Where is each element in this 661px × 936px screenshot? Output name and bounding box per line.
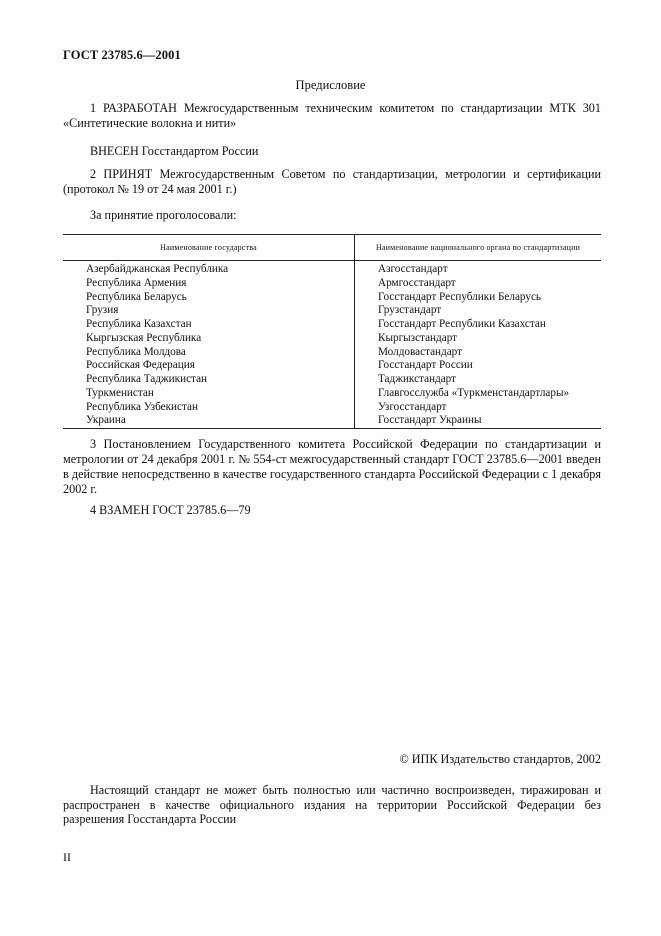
state-name-cell: Грузия bbox=[63, 304, 355, 318]
table-row bbox=[63, 261, 601, 277]
standards-body-cell: Главгосслужба «Туркменстандартлары» bbox=[378, 386, 570, 399]
page-number: II bbox=[63, 850, 71, 864]
table-row bbox=[63, 414, 601, 428]
standards-body-cell: Таджикстандарт bbox=[378, 373, 457, 385]
table-row bbox=[63, 304, 601, 318]
table-body bbox=[63, 261, 601, 429]
section-title: Предисловие bbox=[295, 78, 366, 92]
standards-body-cell: Госстандарт Республики Казахстан bbox=[378, 318, 546, 330]
state-name-cell: Туркменистан bbox=[63, 387, 355, 401]
state-name-cell: Украина bbox=[63, 414, 355, 428]
state-name-cell: Азербайджанская Республика bbox=[63, 261, 355, 277]
table-row bbox=[63, 332, 601, 346]
paragraph-replaces: 4 ВЗАМЕН ГОСТ 23785.6—79 bbox=[90, 503, 251, 517]
state-name-cell: Республика Узбекистан bbox=[63, 401, 355, 415]
state-name-cell: Республика Таджикистан bbox=[63, 373, 355, 387]
paragraph-adopted-by: 2 ПРИНЯТ Межгосударственным Советом по стандартизации, метрологии и сертификации (протокол № 19 от 24 мая 2001 г.) bbox=[63, 167, 601, 196]
table-row bbox=[63, 373, 601, 387]
standards-body-cell: Грузстандарт bbox=[378, 304, 442, 317]
standards-body-cell: Армгосстандарт bbox=[378, 276, 456, 289]
standards-body-cell: Госстандарт России bbox=[378, 359, 473, 372]
voting-states-table bbox=[63, 234, 601, 429]
state-name-cell: Республика Беларусь bbox=[63, 291, 355, 305]
paragraph-resolution: 3 Постановлением Государственного комитета Российской Федерации по стандартизации и метрологии от 24 декабря 2001 г. № 554-ст межгосударственный стандарт ГОСТ 23785.6—2001 введен в действие непосредственно в качестве государственного стандарта Российской Федерации с 1 декабря 2002 г. bbox=[63, 437, 601, 496]
standards-body-cell: Госстандарт Украины bbox=[355, 414, 602, 428]
table-row bbox=[63, 359, 601, 373]
column-header-state: Наименование государства bbox=[63, 235, 355, 261]
table-row bbox=[63, 318, 601, 332]
state-name-cell: Республика Молдова bbox=[63, 346, 355, 360]
table-row bbox=[63, 387, 601, 401]
standards-body-cell: Госстандарт Республики Беларусь bbox=[378, 290, 542, 303]
state-name-cell: Республика Армения bbox=[63, 277, 355, 291]
standards-body-cell: Молдовастандарт bbox=[378, 345, 463, 358]
state-name-cell: Кыргызская Республика bbox=[63, 332, 355, 346]
state-name-cell: Республика Казахстан bbox=[63, 318, 355, 332]
standards-body-cell: Узгосстандарт bbox=[378, 400, 447, 413]
copyright-notice: © ИПК Издательство стандартов, 2002 bbox=[399, 752, 601, 766]
column-header-org: Наименование национального органа по стандартизации bbox=[355, 235, 602, 261]
table-row bbox=[63, 401, 601, 415]
paragraph-introduced-by: ВНЕСЕН Госстандартом России bbox=[90, 144, 259, 158]
state-name-cell: Российская Федерация bbox=[63, 359, 355, 373]
table-header-row bbox=[63, 235, 601, 261]
paragraph-voted-for: За принятие проголосовали: bbox=[90, 208, 237, 222]
table-row bbox=[63, 346, 601, 360]
standards-body-cell: Кыргызстандарт bbox=[378, 331, 458, 344]
document-code: ГОСТ 23785.6—2001 bbox=[63, 48, 181, 62]
standards-body-cell: Азгосстандарт bbox=[378, 263, 448, 275]
table-row bbox=[63, 291, 601, 305]
reproduction-notice: Настоящий стандарт не может быть полностью или частично воспроизведен, тиражирован и распространен в качестве официального издания на территории Российской Федерации без разрешения Госстандарта России bbox=[63, 783, 601, 826]
paragraph-developed-by: 1 РАЗРАБОТАН Межгосударственным техническим комитетом по стандартизации МТК 301 «Синтетические волокна и нити» bbox=[63, 101, 601, 130]
table-row bbox=[63, 277, 601, 291]
